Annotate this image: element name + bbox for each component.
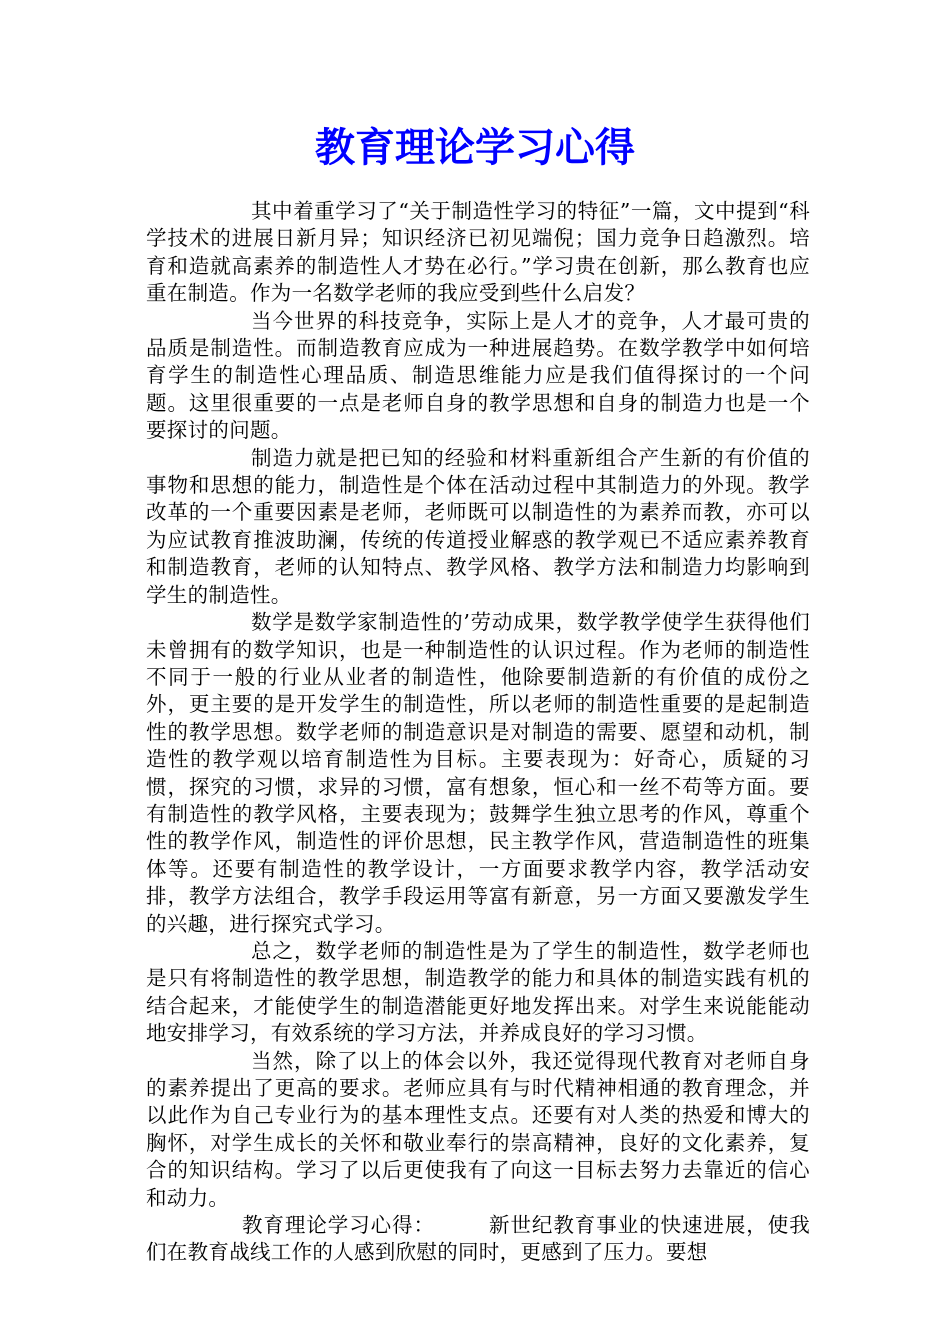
paragraph-1: 其中着重学习了“关于制造性学习的特征”一篇，文中提到“科学技术的进展日新月异；知识经济已初见端倪；国力竞争日趋激烈。培育和造就高素养的制造性人才势在必行。”学习贵在创新，那么教育也应重在制造。作为一名数学老师的我应受到些什么启发？: [146, 199, 810, 306]
paragraph-2: 当今世界的科技竞争，实际上是人才的竞争，人才最可贵的品质是制造性。而制造教育应成为一种进展趋势。在数学教学中如何培育学生的制造性心理品质、制造思维能力应是我们值得探讨的一个问题。这里很重要的一点是老师自身的教学思想和自身的制造力也是一个要探讨的问题。: [146, 308, 810, 443]
paragraph-5: 总之，数学老师的制造性是为了学生的制造性，数学老师也是只有将制造性的教学思想，制造教学的能力和具体的制造实践有机的结合起来，才能使学生的制造潜能更好地发挥出来。对学生来说能能动地安排学习，有效系统的学习方法，并养成良好的学习习惯。: [146, 938, 810, 1046]
paragraph-3: 制造力就是把已知的经验和材料重新组合产生新的有价值的事物和思想的能力，制造性是个体在活动过程中其制造力的外现。教学改革的一个重要因素是老师，老师既可以制造性的为素养而教，亦可以为应试教育推波助澜，传统的传道授业解惑的教学观已不适应素养教育和制造教育，老师的认知特点、教学风格、教学方法和制造力均影响到学生的制造性。: [146, 445, 810, 607]
document-body: [146, 198, 810, 1267]
document-title: 教育理论学习心得: [315, 124, 635, 171]
paragraph-6: 当然，除了以上的体会以外，我还觉得现代教育对老师自身的素养提出了更高的要求。老师应具有与时代精神相通的教育理念，并以此作为自己专业行为的基本理性支点。还要有对人类的热爱和博大的胸怀，对学生成长的关怀和敬业奉行的崇高精神，良好的文化素养，复合的知识结构。学习了以后更使我有了向这一目标去努力去靠近的信心和动力。: [146, 1048, 810, 1210]
paragraph-7: 教育理论学习心得： 新世纪教育事业的快速进展，使我们在教育战线工作的人感到欣慰的同时，更感到了压力。要想: [146, 1213, 810, 1265]
paragraph-4: 数学是数学家制造性的’劳动成果，数学教学使学生获得他们未曾拥有的数学知识，也是一种制造性的认识过程。作为老师的制造性不同于一般的行业从业者的制造性，他除要制造新的有价值的成份之外，更主要的是开发学生的制造性，所以老师的制造性重要的是起制造性的教学思想。数学老师的制造意识是对制造的需要、愿望和动机，制造性的教学观以培育制造性为目标。主要表现为：好奇心，质疑的习惯，探究的习惯，求异的习惯，富有想象，恒心和一丝不苟等方面。要有制造性的教学风格，主要表现为；鼓舞学生独立思考的作风，尊重个性的教学作风，制造性的评价思想，民主教学作风，营造制造性的班集体等。还要有制造性的教学设计，一方面要求教学内容，教学活动安排，教学方法组合，教学手段运用等富有新意，另一方面又要激发学生的兴趣，进行探究式学习。: [146, 610, 810, 936]
